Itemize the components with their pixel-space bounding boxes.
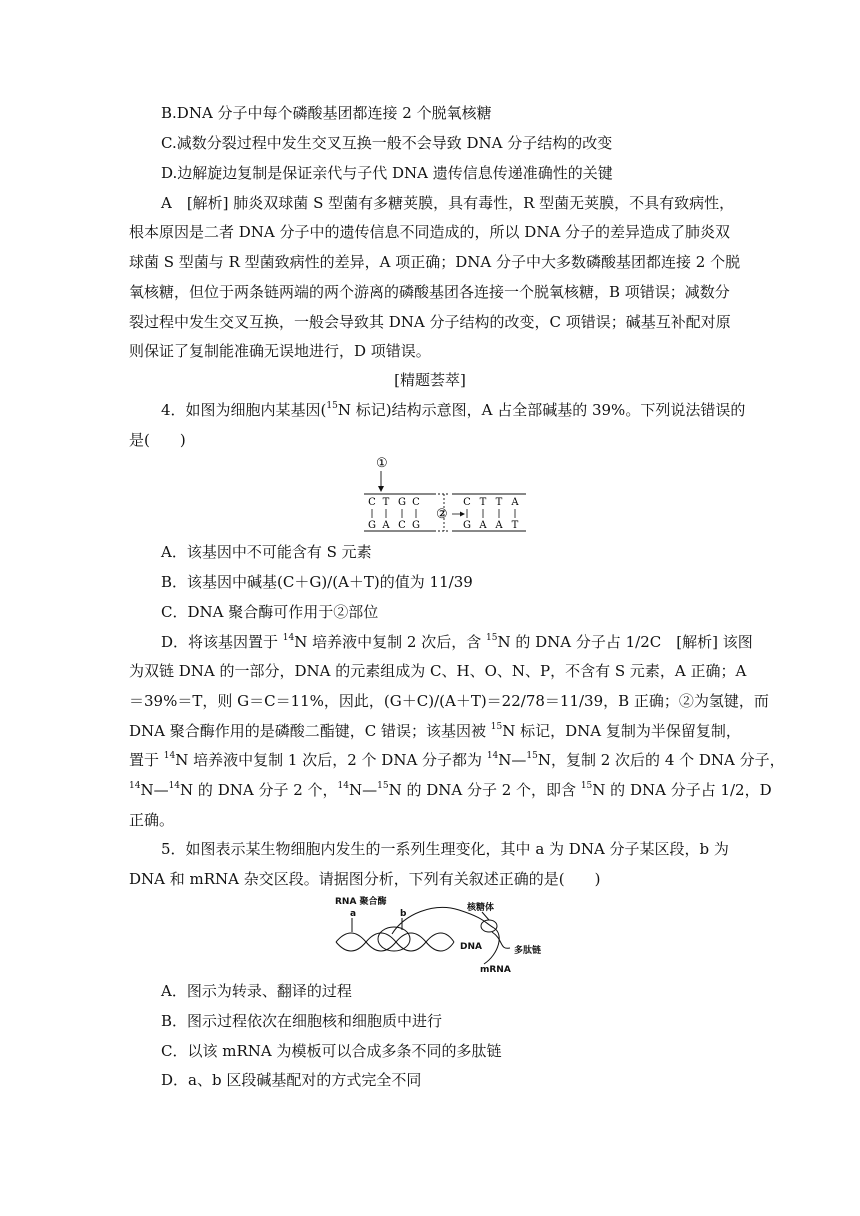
- base-bottom-4: G: [412, 520, 420, 531]
- q4-stem-line-2: 是( ): [129, 431, 186, 449]
- q4-option-a: A．该基因中不可能含有 S 元素: [161, 543, 372, 561]
- q3-option-b: B.DNA 分子中每个磷酸基团都连接 2 个脱氧核糖: [161, 104, 492, 122]
- q5-option-a: A．图示为转录、翻译的过程: [161, 982, 352, 1000]
- q3-analysis-line-6: 则保证了复制能准确无误地进行，D 项错误。: [129, 342, 431, 360]
- marker-2: ②: [436, 507, 448, 522]
- base-top-5: C: [463, 497, 471, 508]
- q4-analysis-line-3: DNA 聚合酶作用的是磷酸二酯键，C 错误；该基因被 $^{15}$N 标记，DNA 复制为半保留复制，: [129, 722, 741, 740]
- base-bottom-6: A: [479, 520, 487, 531]
- base-top-3: G: [398, 497, 406, 508]
- q4-analysis-line-1: 为双链 DNA 的一部分，DNA 的元素组成为 C、H、O、N、P，不含有 S 元素，A 正确；A: [129, 662, 747, 680]
- base-top-6: T: [479, 497, 487, 508]
- label-b: b: [400, 909, 407, 919]
- mrna-label: mRNA: [480, 965, 511, 975]
- q4-option-d: D．将该基因置于 $^{14}$N 培养液中复制 2 次后，含 $^{15}$N 的 DNA 分子占 1/2C [解析] 该图: [161, 633, 753, 651]
- base-top-4: C: [412, 497, 420, 508]
- q4-analysis-line-5: $^{14}$N—$^{14}$N 的 DNA 分子 2 个，$^{14}$N—$^{15}$N 的 DNA 分子 2 个，即含 $^{15}$N 的 DNA 分子占 1/2，D: [129, 781, 772, 799]
- rna-polymerase-label: RNA 聚合酶: [335, 897, 387, 907]
- q4-option-c: C．DNA 聚合酶可作用于②部位: [161, 603, 379, 621]
- q3-analysis-line-1: A [解析] 肺炎双球菌 S 型菌有多糖荚膜，具有毒性，R 型菌无荚膜，不具有致病性，: [161, 194, 735, 212]
- q5-option-c: C．以该 mRNA 为模板可以合成多条不同的多肽链: [161, 1042, 502, 1060]
- base-bottom-1: G: [368, 520, 376, 531]
- q4-stem-line-1: 4．如图为细胞内某基因($^{15}$N 标记)结构示意图，A 占全部碱基的 39%。下列说法错误的: [161, 401, 746, 419]
- q3-analysis-line-5: 裂过程中发生交叉互换，一般会导致其 DNA 分子结构的改变，C 项错误；碱基互补配对原: [129, 313, 731, 331]
- ribosome-label: 核糖体: [467, 903, 495, 913]
- base-bottom-5: G: [463, 520, 471, 531]
- q3-analysis-line-2: 根本原因是二者 DNA 分子中的遗传信息不同造成的，所以 DNA 分子的差异造成了肺炎双: [129, 223, 731, 241]
- dna-structure-figure: [360, 452, 530, 534]
- base-top-8: A: [511, 497, 519, 508]
- label-a: a: [350, 909, 357, 919]
- q4-analysis-line-2: ＝39%＝T，则 G＝C＝11%，因此，(G＋C)/(A＋T)＝22/78＝11/39，B 正确；②为氢键，而: [129, 692, 769, 710]
- base-top-2: T: [382, 497, 390, 508]
- base-bottom-7: A: [495, 520, 503, 531]
- section-title: [精题荟萃]: [394, 371, 466, 389]
- marker-1: ①: [376, 456, 388, 471]
- base-bottom-8: T: [511, 520, 519, 531]
- base-top-7: T: [495, 497, 503, 508]
- q5-stem-line-2: DNA 和 mRNA 杂交区段。请据图分析，下列有关叙述正确的是( ): [129, 870, 601, 888]
- q5-stem-line-1: 5．如图表示某生物细胞内发生的一系列生理变化，其中 a 为 DNA 分子某区段，b 为: [161, 840, 729, 858]
- base-top-1: C: [368, 497, 376, 508]
- q4-option-b: B．该基因中碱基(C＋G)/(A＋T)的值为 11/39: [161, 573, 473, 591]
- base-bottom-3: C: [398, 520, 406, 531]
- transcription-translation-figure: [334, 894, 559, 978]
- dna-label: DNA: [460, 942, 482, 952]
- q3-option-c: C.减数分裂过程中发生交叉互换一般不会导致 DNA 分子结构的改变: [161, 134, 613, 152]
- q5-option-d: D．a、b 区段碱基配对的方式完全不同: [161, 1071, 422, 1089]
- base-bottom-2: A: [382, 520, 390, 531]
- q3-option-d: D.边解旋边复制是保证亲代与子代 DNA 遗传信息传递准确性的关键: [161, 164, 613, 182]
- q3-analysis-line-3: 球菌 S 型菌与 R 型菌致病性的差异，A 项正确；DNA 分子中大多数磷酸基团都连接 2 个脱: [129, 253, 741, 271]
- q3-analysis-line-4: 氧核糖，但位于两条链两端的两个游离的磷酸基团各连接一个脱氧核糖，B 项错误；减数分: [129, 283, 730, 301]
- q5-option-b: B．图示过程依次在细胞核和细胞质中进行: [161, 1012, 443, 1030]
- q4-analysis-line-4: 置于 $^{14}$N 培养液中复制 1 次后，2 个 DNA 分子都为 $^{14}$N—$^{15}$N，复制 2 次后的 4 个 DNA 分子，: [129, 751, 785, 769]
- q4-analysis-line-6: 正确。: [129, 811, 175, 829]
- polypeptide-label: 多肽链: [514, 946, 542, 956]
